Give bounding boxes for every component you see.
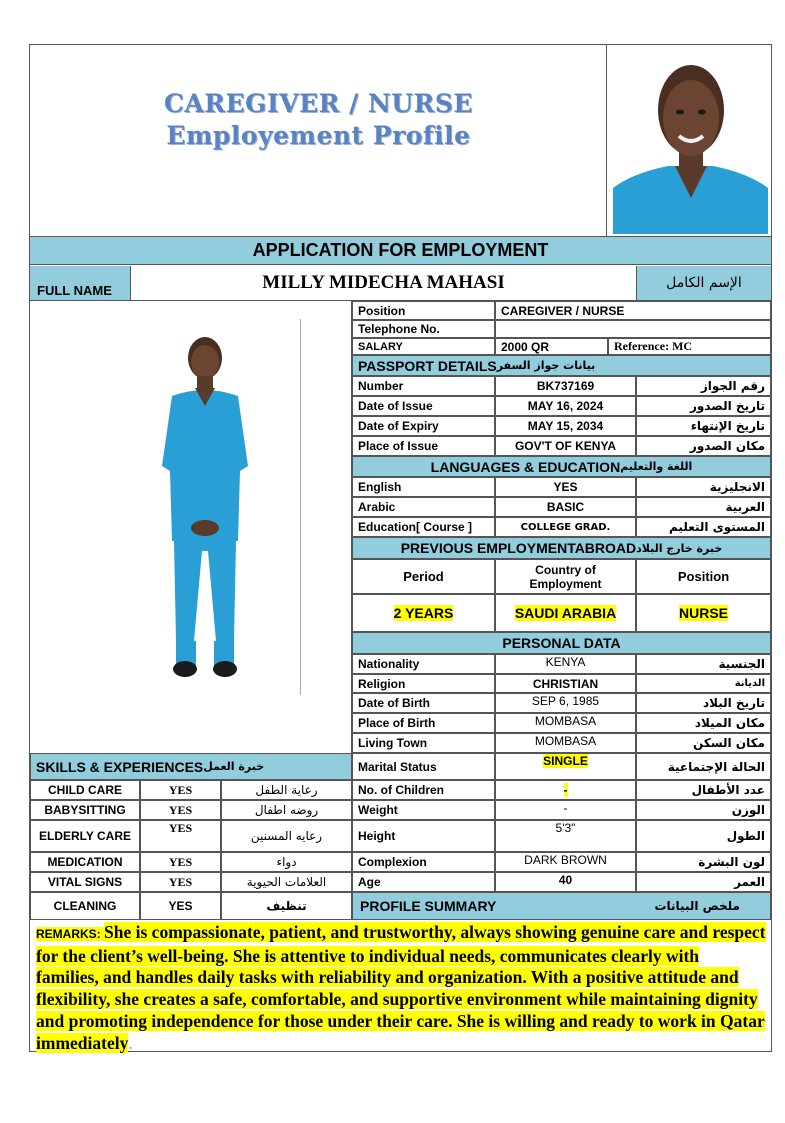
reference-value: Reference: MC [608,338,771,355]
profile-summary-header [352,892,771,920]
complexion-label: Complexion [352,852,495,872]
skills-title-ar: خبرة العمل [203,760,265,773]
pob-value: MOMBASA [495,713,636,733]
skill-elderly-care-value: YES [140,820,221,852]
personal-data-header: PERSONAL DATA [352,632,771,654]
passport-header [352,355,771,376]
skill-elderly-care-ar: رعايه المسنين [221,820,352,852]
english-label: English [352,477,495,497]
passport-number-ar: رقم الجواز [636,376,771,396]
telephone-label: Telephone No. [352,320,495,338]
section-title: APPLICATION FOR EMPLOYMENT [252,240,549,260]
skill-cleaning-value: YES [140,892,221,920]
marital-status-label: Marital Status [352,753,495,780]
photo-divider [300,319,301,695]
skill-vital-signs-value: YES [140,872,221,892]
english-value: YES [495,477,636,497]
profile-summary-title-en: PROFILE SUMMARY [360,898,497,914]
passport-number-value: BK737169 [495,376,636,396]
telephone-value [495,320,771,338]
title-line-2: Employement Profile [166,121,471,150]
skill-cleaning-ar: تنظيف [221,892,352,920]
remarks-label-wrap: REMARKS: [36,927,105,941]
previous-title-ar: خبرة خارج البلاد [636,541,723,555]
skill-vital-signs-ar: العلامات الحيوية [221,872,352,892]
education-value: COLLEGE GRAD. [495,517,636,537]
full-name-value: MILLY MIDECHA MAHASI [131,266,636,301]
issue-date-value: MAY 16, 2024 [495,396,636,416]
previous-employment-header [352,537,771,559]
issue-date-label: Date of Issue [352,396,495,416]
complexion-ar: لون البشرة [636,852,771,872]
skill-child-care-ar: رعاية الطفل [221,780,352,800]
marital-status-ar: الحالة الإجتماعية [636,753,771,780]
passport-title-en: PASSPORT DETAILS [358,357,497,374]
skill-cleaning-label: CLEANING [30,892,140,920]
expiry-date-ar: تاريخ الإنتهاء [636,416,771,436]
full-name-ar-label: الإسم الكامل [666,275,742,291]
religion-value: CHRISTIAN [495,674,636,693]
age-value: 40 [495,872,636,892]
education-ar: المستوى التعليم [636,517,771,537]
place-of-issue-ar: مكان الصدور [636,436,771,456]
section-banner [30,236,771,265]
living-town-value: MOMBASA [495,733,636,753]
full-body-photo [150,336,260,686]
height-value: 5'3" [495,820,636,852]
living-town-ar: مكان السكن [636,733,771,753]
height-label: Height [352,820,495,852]
previous-title-en: PREVIOUS EMPLOYMENTABROAD [400,540,637,556]
previous-period-cell [352,594,495,632]
religion-label: Religion [352,674,495,693]
skill-child-care-value: YES [140,780,221,800]
previous-country: SAUDI ARABIA [514,605,617,621]
full-name-label-cell [30,266,131,301]
religion-ar: الديانة [636,674,771,693]
position-column-header: Position [636,559,771,594]
children-value: - [563,783,568,797]
skill-elderly-care-text: ELDERLY CARE [38,829,132,843]
title-line-1: CAREGIVER / NURSE [164,89,473,118]
languages-title-ar: اللغة والتعليم [620,460,693,473]
country-column-header-text: Country of Employment [529,562,602,591]
languages-header [352,456,771,477]
arabic-ar: العربية [636,497,771,517]
passport-title-ar: بيانات جواز السفر [496,359,596,372]
living-town-label: Living Town [352,733,495,753]
skill-child-care-label: CHILD CARE [30,780,140,800]
skills-title-en: SKILLS & EXPERIENCES [36,758,204,775]
place-of-issue-value: GOV'T OF KENYA [495,436,636,456]
dob-label: Date of Birth [352,693,495,713]
remarks-period: . [128,1032,133,1053]
nationality-ar: الجنسية [636,654,771,674]
remarks-label: REMARKS [36,927,97,941]
weight-ar: الوزن [636,800,771,820]
full-name-ar-cell [636,266,771,301]
expiry-date-label: Date of Expiry [352,416,495,436]
country-column-header [495,559,636,594]
place-of-issue-label: Place of Issue [352,436,495,456]
dob-ar: تاريخ البلاد [636,693,771,713]
headshot-photo [613,48,768,234]
marital-status-value: SINGLE [543,754,588,768]
previous-position: NURSE [678,605,728,621]
education-label: Education[ Course ] [352,517,495,537]
remarks-text: She is compassionate, patient, and trustworthy, always showing genuine care and respect for the client’s well-being. She is attentive to individual needs, communicates clearly with families, and handles daily tasks with reliability and organization. With a positive attitude and flexibility, she creates a safe, comfortable, and supportive environment while maintaining dignity and promoting independence for those under their care. She is willing and ready to work in Qatar immediately [36,922,766,1053]
languages-title-en: LANGUAGES & EDUCATION [430,458,621,475]
issue-date-ar: تاريخ الصدور [636,396,771,416]
skill-medication-label: MEDICATION [30,852,140,872]
expiry-date-value: MAY 15, 2034 [495,416,636,436]
arabic-label: Arabic [352,497,495,517]
skills-header [30,753,352,780]
position-value: CAREGIVER / NURSE [495,301,771,320]
complexion-value: DARK BROWN [495,852,636,872]
skill-medication-ar: دواء [221,852,352,872]
remarks-block [36,922,766,1053]
salary-value: 2000 QR [495,338,608,355]
nationality-label: Nationality [352,654,495,674]
weight-value: - [495,800,636,820]
pob-label: Place of Birth [352,713,495,733]
skill-medication-value: YES [140,852,221,872]
title-block [30,45,607,236]
children-ar: عدد الأطفال [636,780,771,800]
previous-period: 2 YEARS [393,605,454,621]
age-ar: العمر [636,872,771,892]
weight-label: Weight [352,800,495,820]
height-ar: الطول [636,820,771,852]
dob-value: SEP 6, 1985 [495,693,636,713]
skill-babysitting-label: BABYSITTING [30,800,140,820]
skill-elderly-care-label [30,820,140,852]
children-cell [495,780,636,800]
profile-summary-title-ar: ملخص البيانات [654,899,740,913]
passport-number-label: Number [352,376,495,396]
children-label: No. of Children [352,780,495,800]
previous-country-cell [495,594,636,632]
arabic-value: BASIC [495,497,636,517]
pob-ar: مكان الميلاد [636,713,771,733]
skill-babysitting-ar: روضه اطفال [221,800,352,820]
skill-vital-signs-label: VITAL SIGNS [30,872,140,892]
full-name-label: FULL NAME [37,283,112,298]
position-label: Position [352,301,495,320]
skill-babysitting-value: YES [140,800,221,820]
age-label: Age [352,872,495,892]
period-column-header: Period [352,559,495,594]
full-body-photo-area [30,301,352,757]
marital-status-cell [495,753,636,780]
english-ar: الانجليزية [636,477,771,497]
nationality-value: KENYA [495,654,636,674]
previous-position-cell [636,594,771,632]
salary-label: SALARY [352,338,495,355]
